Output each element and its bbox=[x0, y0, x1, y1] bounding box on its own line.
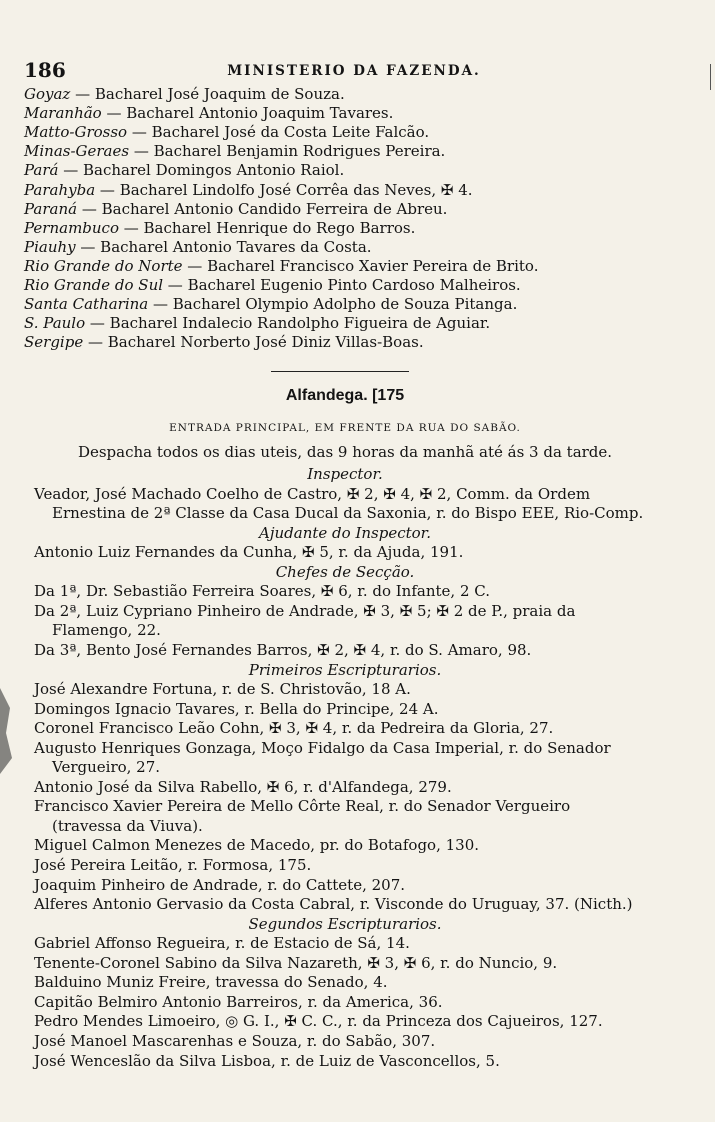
staff-entry: Pedro Mendes Limoeiro, ◎ G. I., ✠ C. C., r. da Princeza dos Cajueiros, 127. bbox=[34, 1012, 603, 1031]
delegate-entry bbox=[24, 122, 429, 142]
state-name: Rio Grande do Sul bbox=[24, 276, 164, 294]
rank-heading: Ajudante do Inspector. bbox=[259, 523, 431, 542]
delegate-name: — Bacharel Norberto José Diniz Villas-Boas. bbox=[83, 333, 424, 352]
delegate-entry bbox=[24, 294, 517, 314]
staff-entry: José Manoel Mascarenhas e Souza, r. do Sabão, 307. bbox=[34, 1031, 436, 1050]
entry-continuation: Ernestina de 2ª Classe da Casa Ducal da Saxonia, r. do Bispo EEE, Rio-Comp. bbox=[52, 504, 644, 523]
delegate-name: — Bacharel Benjamin Rodrigues Pereira. bbox=[129, 142, 446, 161]
binding-shadow bbox=[0, 688, 14, 774]
rank-heading: Inspector. bbox=[307, 465, 383, 483]
staff-entry: Joaquim Pinheiro de Andrade, r. do Cattete, 207. bbox=[34, 875, 406, 894]
entry-continuation: Flamengo, 22. bbox=[52, 621, 161, 640]
entry-continuation: Vergueiro, 27. bbox=[52, 758, 161, 777]
staff-entry: Da 3ª, Bento José Fernandes Barros, ✠ 2, ✠ 4, r. do S. Amaro, 98. bbox=[34, 640, 532, 659]
delegate-entry bbox=[24, 141, 445, 161]
staff-entry: Balduino Muniz Freire, travessa do Senado, 4. bbox=[34, 973, 388, 992]
delegate-name: — Bacharel Eugenio Pinto Cardoso Malheiros. bbox=[163, 276, 521, 294]
staff-entry: Tenente-Coronel Sabino da Silva Nazareth, ✠ 3, ✠ 6, r. do Nuncio, 9. bbox=[34, 953, 558, 972]
delegate-entry bbox=[24, 180, 473, 200]
state-name: Parahyba bbox=[24, 180, 96, 199]
staff-entry: Coronel Francisco Leão Cohn, ✠ 3, ✠ 4, r. da Pedreira da Gloria, 27. bbox=[34, 719, 554, 738]
state-name: Minas-Geraes bbox=[24, 142, 130, 161]
delegate-name: — Bacharel Lindolfo José Corrêa das Neves, ✠ 4. bbox=[95, 180, 473, 199]
staff-entry: Antonio José da Silva Rabello, ✠ 6, r. d'Alfandega, 279. bbox=[34, 777, 452, 796]
staff-entry: José Wenceslão da Silva Lisboa, r. de Luiz de Vasconcellos, 5. bbox=[34, 1051, 500, 1070]
state-name: Maranhão bbox=[24, 104, 102, 123]
delegate-name: — Bacharel José Joaquim de Souza. bbox=[70, 85, 345, 103]
staff-entry: Da 1ª, Dr. Sebastião Ferreira Soares, ✠ 6, r. do Infante, 2 C. bbox=[34, 582, 490, 601]
delegate-name: — Bacharel Francisco Xavier Pereira de Brito. bbox=[182, 256, 539, 275]
state-name: Pará bbox=[24, 161, 59, 180]
state-name: Piauhy bbox=[24, 237, 76, 256]
delegate-entry bbox=[24, 256, 538, 276]
rank-heading: Chefes de Secção. bbox=[275, 562, 415, 581]
state-name: Paraná bbox=[24, 199, 78, 218]
delegate-entry bbox=[24, 199, 447, 219]
state-name: Pernambuco bbox=[24, 218, 119, 237]
staff-entry: Augusto Henriques Gonzaga, Moço Fidalgo da Casa Imperial, r. do Senador bbox=[34, 738, 611, 757]
staff-entry: Antonio Luiz Fernandes da Cunha, ✠ 5, r. da Ajuda, 191. bbox=[34, 543, 464, 562]
entry-continuation: (travessa da Viuva). bbox=[52, 816, 203, 835]
state-name: Rio Grande do Norte bbox=[24, 256, 183, 275]
page-header bbox=[24, 58, 684, 84]
delegate-entry bbox=[24, 103, 393, 123]
staff-entry: José Alexandre Fortuna, r. de S. Christovão, 18 A. bbox=[34, 680, 411, 699]
section-title: Alfandega. [175 bbox=[285, 387, 405, 404]
delegate-entry bbox=[24, 313, 490, 333]
delegate-name: — Bacharel Henrique do Rego Barros. bbox=[119, 218, 416, 237]
delegate-entry bbox=[24, 84, 345, 104]
delegate-name: — Bacharel José da Costa Leite Falcão. bbox=[127, 123, 430, 142]
delegate-entry bbox=[24, 218, 415, 238]
staff-entry: Alferes Antonio Gervasio da Costa Cabral, r. Visconde do Uruguay, 37. (Nicth.) bbox=[34, 895, 633, 914]
state-name: Sergipe bbox=[24, 333, 84, 352]
delegate-name: — Bacharel Domingos Antonio Raiol. bbox=[58, 161, 345, 180]
delegate-entry bbox=[24, 275, 521, 295]
delegate-name: — Bacharel Antonio Joaquim Tavares. bbox=[101, 104, 394, 123]
delegate-entry bbox=[24, 160, 344, 180]
delegate-name: — Bacharel Indalecio Randolpho Figueira de Aguiar. bbox=[85, 314, 491, 333]
staff-entry: Capitão Belmiro Antonio Barreiros, r. da America, 36. bbox=[34, 992, 443, 1011]
staff-entry: Domingos Ignacio Tavares, r. Bella do Principe, 24 A. bbox=[34, 699, 439, 718]
staff-entry: Veador, José Machado Coelho de Castro, ✠ 2, ✠ 4, ✠ 2, Comm. da Ordem bbox=[34, 484, 591, 503]
opening-hours: Despacha todos os dias uteis, das 9 horas da manhã até ás 3 da tarde. bbox=[77, 443, 613, 461]
staff-entry: Gabriel Affonso Regueira, r. de Estacio de Sá, 14. bbox=[34, 934, 410, 953]
delegate-entry bbox=[24, 237, 372, 257]
delegate-name: — Bacharel Antonio Candido Ferreira de Abreu. bbox=[77, 199, 448, 218]
page-number: 186 bbox=[24, 58, 66, 82]
state-name: Santa Catharina bbox=[24, 295, 149, 314]
rank-heading: Primeiros Escripturarios. bbox=[248, 660, 442, 679]
section-divider bbox=[271, 371, 409, 372]
page-edge-mark bbox=[710, 64, 711, 90]
state-name: Goyaz bbox=[24, 85, 71, 103]
rank-heading: Segundos Escripturarios. bbox=[248, 914, 442, 933]
delegate-name: — Bacharel Olympio Adolpho de Souza Pitanga. bbox=[148, 295, 518, 314]
staff-entry: Da 2ª, Luiz Cypriano Pinheiro de Andrade, ✠ 3, ✠ 5; ✠ 2 de P., praia da bbox=[34, 601, 576, 620]
state-name: Matto-Grosso bbox=[24, 123, 128, 142]
staff-entry: José Pereira Leitão, r. Formosa, 175. bbox=[34, 856, 312, 874]
entrance-note: ENTRADA PRINCIPAL, EM FRENTE DA RUA DO SABÃO. bbox=[169, 422, 521, 434]
running-title: MINISTERIO DA FAZENDA. bbox=[227, 63, 481, 79]
staff-entry: Miguel Calmon Menezes de Macedo, pr. do Botafogo, 130. bbox=[34, 836, 480, 855]
state-name: S. Paulo bbox=[24, 314, 86, 333]
delegate-name: — Bacharel Antonio Tavares da Costa. bbox=[75, 237, 372, 256]
delegate-entry bbox=[24, 332, 424, 352]
staff-entry: Francisco Xavier Pereira de Mello Côrte Real, r. do Senador Vergueiro bbox=[34, 797, 571, 816]
